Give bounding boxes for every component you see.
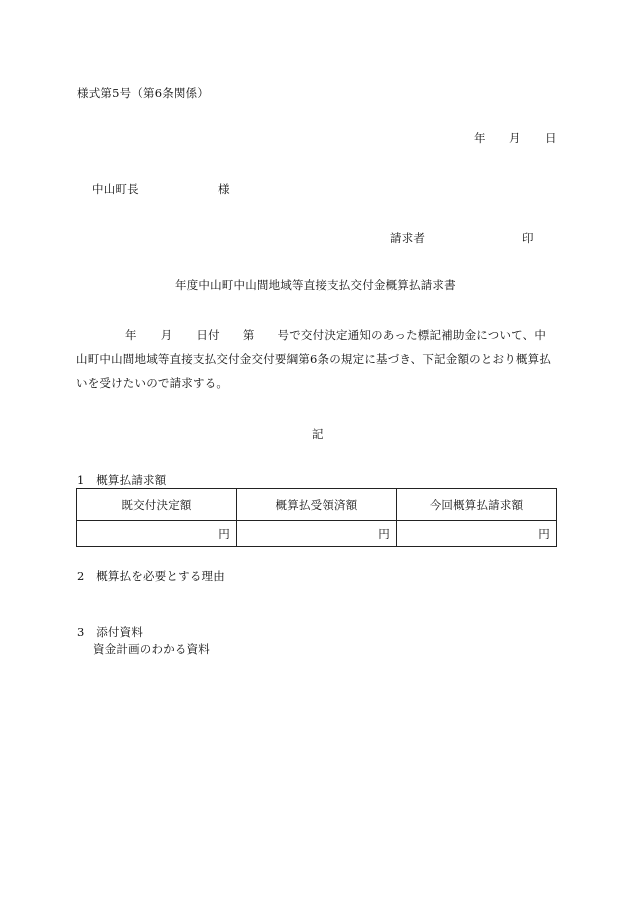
column-header: 今回概算払請求額: [397, 489, 557, 521]
date-year-label: 年: [474, 131, 486, 145]
section3-heading: 3 添付資料: [77, 625, 144, 639]
ki-heading: 記: [312, 427, 324, 441]
table-row: [77, 521, 557, 547]
column-header: 概算払受領済額: [237, 489, 397, 521]
date-day-label: 日: [545, 131, 557, 145]
table-cell: 円: [397, 521, 557, 547]
addressee-honorific: 様: [218, 182, 230, 196]
body-day-marker: 日付: [196, 328, 220, 342]
body-line-1-rest: 号で交付決定通知のあった標記補助金について、中: [277, 328, 547, 342]
seal-mark: 印: [522, 231, 534, 245]
table-header-row: [77, 489, 557, 521]
date-month-label: 月: [509, 131, 521, 145]
body-year: 年: [125, 328, 137, 342]
table-cell: 円: [237, 521, 397, 547]
body-paragraph: [76, 323, 558, 395]
amount-table: [76, 488, 557, 547]
column-header: 既交付決定額: [77, 489, 237, 521]
table-cell: 円: [77, 521, 237, 547]
body-line-3: いを受けたいので請求する。: [76, 376, 229, 390]
body-dai: 第: [242, 328, 255, 342]
section3-item: 資金計画のわかる資料: [93, 642, 210, 656]
body-line-2: 山町中山間地域等直接支払交付金交付要綱第6条の規定に基づき、下記金額のとおり概算払: [76, 352, 552, 366]
body-line-1: [76, 323, 558, 347]
addressee-name: 中山町長: [92, 182, 139, 196]
body-month: 月: [160, 328, 173, 342]
document-title: 年度中山町中山間地域等直接支払交付金概算払請求書: [175, 278, 456, 292]
requester-label: 請求者: [390, 231, 426, 245]
section1-heading: 1 概算払請求額: [77, 473, 167, 487]
section2-heading: 2 概算払を必要とする理由: [77, 569, 225, 583]
form-number: 様式第5号（第6条関係）: [77, 86, 210, 100]
